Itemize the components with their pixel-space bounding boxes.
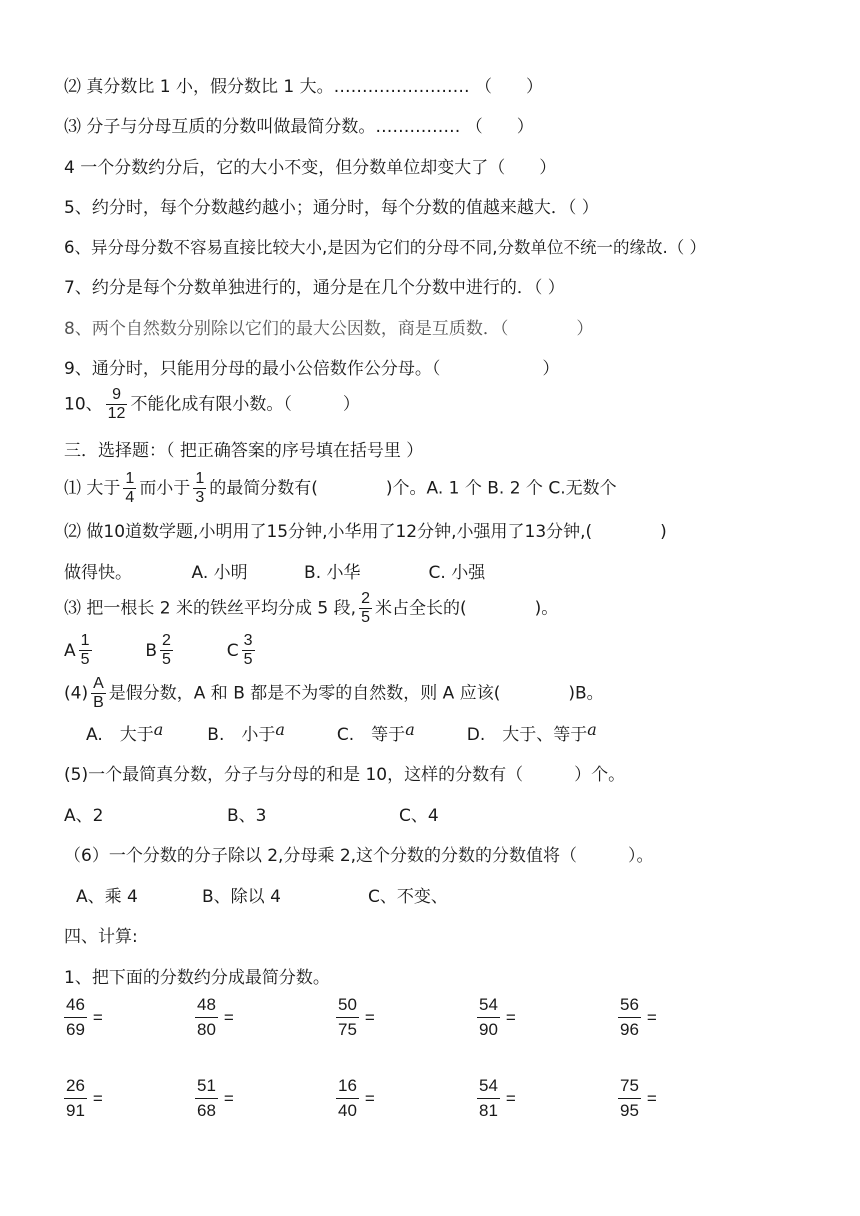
equals-sign: = [92, 1007, 103, 1027]
q3-prefix: ⑶ 把一根长 2 米的铁丝平均分成 5 段, [64, 598, 357, 619]
denominator: 95 [618, 1098, 641, 1123]
option-c: C、不变、 [368, 887, 448, 907]
option-label: B [145, 640, 158, 661]
judgement-item-4: 4 一个分数约分后，它的大小不变，但分数单位却变大了（ ） [64, 158, 557, 178]
denominator: 4 [125, 489, 135, 506]
option-a [64, 632, 95, 668]
option-a [86, 720, 164, 745]
fraction [160, 632, 173, 669]
equals-sign: = [505, 1007, 516, 1027]
numerator: 3 [243, 632, 253, 649]
equals-sign: = [223, 1007, 234, 1027]
section-4-subtitle: 1、把下面的分数约分成最简分数。 [64, 968, 330, 988]
fraction [79, 632, 92, 669]
calc-item [336, 1074, 375, 1123]
fraction [106, 386, 128, 423]
option-text: C. 等于 [336, 725, 406, 745]
fraction [64, 993, 87, 1042]
choice-q6: （6）一个分数的分子除以 2,分母乘 2,这个分数的分数的分数值将（ ）。 [64, 846, 654, 866]
denominator: 80 [195, 1017, 218, 1042]
numerator: 54 [479, 995, 498, 1014]
choice-q1 [64, 470, 617, 507]
numerator: 46 [66, 995, 85, 1014]
numerator: 56 [620, 995, 639, 1014]
fraction [64, 1074, 87, 1123]
choice-q4-options [86, 720, 597, 746]
q4-suffix: 是假分数，A 和 B 都是不为零的自然数，则 A 应该( )B。 [108, 683, 604, 704]
q1-mid: 而小于 [139, 478, 191, 499]
judgement-item-10 [64, 386, 360, 423]
q1-suffix: 的最简分数有( )个。A. 1 个 B. 2 个 C.无数个 [209, 478, 617, 499]
fraction [91, 675, 106, 712]
calc-item [336, 993, 375, 1042]
option-text: D. 大于、等于 [466, 725, 588, 745]
variable: a [275, 720, 285, 739]
equals-sign: = [505, 1088, 516, 1108]
equals-sign: = [646, 1007, 657, 1027]
judgement-item-5: 5、约分时，每个分数越约越小；通分时，每个分数的值越来越大．（ ） [64, 198, 599, 218]
denominator: 75 [336, 1017, 359, 1042]
numerator: A [93, 675, 104, 692]
variable: a [587, 720, 597, 739]
denominator: 3 [195, 489, 205, 506]
numerator: 1 [195, 470, 205, 487]
option-a: A、乘 4 [76, 887, 138, 907]
fraction [618, 1074, 641, 1123]
option-c [336, 720, 415, 745]
judgement-item-6: 6、异分母分数不容易直接比较大小,是因为它们的分母不同,分数单位不统一的缘故.（ ） [64, 238, 706, 257]
option-label: C [226, 640, 239, 661]
denominator: B [93, 694, 104, 711]
numerator: 51 [197, 1076, 216, 1095]
numerator: 48 [197, 995, 216, 1014]
option-b: B、3 [227, 806, 267, 826]
option-text: B. 小于 [207, 725, 276, 745]
denominator: 91 [64, 1098, 87, 1123]
q3-suffix: 米占全长的( )。 [374, 598, 559, 619]
choice-q5: (5)一个最简真分数，分子与分母的和是 10，这样的分数有（ ）个。 [64, 765, 626, 785]
calc-item [64, 993, 103, 1042]
denominator: 5 [162, 651, 171, 668]
option-text: A. 大于 [86, 725, 154, 745]
judgement-item-9: 9、通分时，只能用分母的最小公倍数作公分母。（ ） [64, 359, 560, 379]
numerator: 75 [620, 1076, 639, 1095]
denominator: 5 [361, 609, 370, 626]
judgement-item-2: ⑵ 真分数比 1 小，假分数比 1 大。…………………… （ ） [64, 77, 544, 97]
item10-suffix: 不能化成有限小数。（ ） [130, 394, 360, 415]
option-d [466, 720, 597, 745]
denominator: 90 [477, 1017, 500, 1042]
choice-q2-line1: ⑵ 做10道数学题,小明用了15分钟,小华用了12分钟,小强用了13分钟,( ) [64, 522, 667, 542]
fraction [195, 1074, 218, 1123]
numerator: 9 [112, 386, 121, 403]
numerator: 54 [479, 1076, 498, 1095]
option-b: B、除以 4 [202, 887, 281, 907]
q4-prefix: (4) [64, 683, 89, 704]
fraction [195, 993, 218, 1042]
numerator: 50 [338, 995, 357, 1014]
numerator: 26 [66, 1076, 85, 1095]
fraction [336, 1074, 359, 1123]
denominator: 5 [80, 651, 90, 668]
fraction [242, 632, 255, 669]
section-4-title: 四、计算: [64, 927, 138, 947]
equals-sign: = [223, 1088, 234, 1108]
denominator: 5 [243, 651, 253, 668]
denominator: 96 [618, 1017, 641, 1042]
option-c: C、4 [399, 806, 439, 826]
denominator: 69 [64, 1017, 87, 1042]
fraction [477, 993, 500, 1042]
section-3-title: 三．选择题：（ 把正确答案的序号填在括号里 ） [64, 441, 424, 461]
calc-item [618, 993, 657, 1042]
fraction [618, 993, 641, 1042]
variable: a [153, 720, 164, 739]
fraction [123, 470, 136, 507]
equals-sign: = [646, 1088, 657, 1108]
choice-q3-options [64, 632, 258, 669]
choice-q3 [64, 590, 558, 627]
option-b [207, 720, 285, 745]
option-c [226, 632, 258, 668]
choice-q2-line2: 做得快。 A. 小明 B. 小华 C. 小强 [64, 563, 486, 583]
calc-item [195, 1074, 234, 1123]
numerator: 1 [80, 632, 90, 649]
calc-item [477, 993, 516, 1042]
option-b [145, 632, 176, 668]
equals-sign: = [364, 1007, 375, 1027]
fraction [336, 993, 359, 1042]
judgement-item-8: 8、两个自然数分别除以它们的最大公因数，商是互质数．（ ） [64, 319, 594, 339]
judgement-item-3: ⑶ 分子与分母互质的分数叫做最简分数。…………… （ ） [64, 117, 534, 137]
fraction [359, 590, 372, 627]
q1-prefix: ⑴ 大于 [64, 478, 121, 499]
choice-q4 [64, 675, 604, 712]
judgement-item-7: 7、约分是每个分数单独进行的，通分是在几个分数中进行的．（ ） [64, 278, 565, 298]
denominator: 68 [195, 1098, 218, 1123]
variable: a [405, 720, 415, 739]
equals-sign: = [92, 1088, 103, 1108]
option-a: A、2 [64, 806, 104, 826]
numerator: 1 [125, 470, 135, 487]
numerator: 2 [361, 590, 370, 607]
option-label: A [64, 640, 76, 661]
item10-prefix: 10、 [64, 394, 103, 415]
numerator: 16 [338, 1076, 357, 1095]
denominator: 12 [107, 405, 126, 422]
fraction [477, 1074, 500, 1123]
fraction [193, 470, 206, 507]
calc-item [477, 1074, 516, 1123]
equals-sign: = [364, 1088, 375, 1108]
denominator: 40 [336, 1098, 359, 1123]
calc-item [618, 1074, 657, 1123]
calc-item [195, 993, 234, 1042]
denominator: 81 [477, 1098, 500, 1123]
numerator: 2 [162, 632, 171, 649]
calc-item [64, 1074, 103, 1123]
